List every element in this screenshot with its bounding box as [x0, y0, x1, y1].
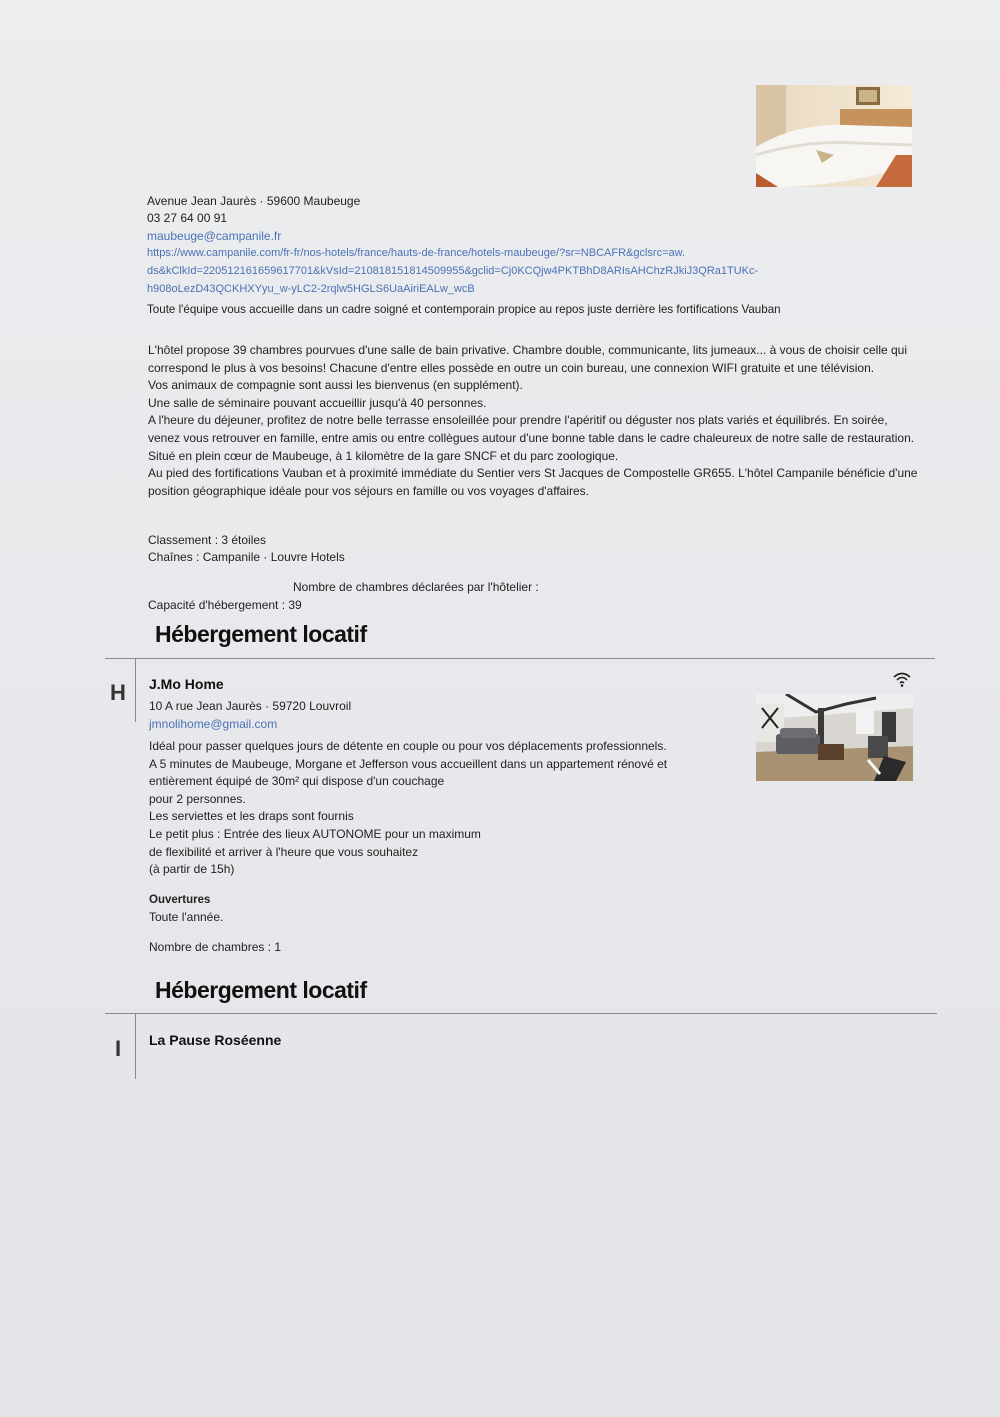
- listing-description: [149, 738, 749, 879]
- section-letter: H: [110, 680, 126, 705]
- description-line: pour 2 personnes.: [149, 791, 246, 806]
- description-paragraph: L'hôtel propose 39 chambres pourvues d'une salle de bain privative. Chambre double, communicante, lits jumeaux... à vous de choisir celle qui correspond le plus à vos besoins! Chacune d'entre elles possède en outre un coin bureau, une connexion WIFI gratuite et une télévision.: [148, 343, 908, 375]
- hotel-chaines: Chaînes : Campanile · Louvre Hotels: [148, 550, 345, 564]
- listing-name: J.Mo Home: [149, 676, 224, 692]
- hotel-classement: Classement : 3 étoiles: [148, 533, 267, 547]
- hotel-phone: 03 27 64 00 91: [147, 211, 228, 225]
- section-divider: [105, 658, 935, 659]
- hotel-description: [148, 342, 918, 500]
- description-line: entièrement équipé de 30m² qui dispose d'un couchage: [149, 774, 445, 789]
- section-side-rule: [135, 658, 136, 722]
- description-paragraph: Situé en plein cœur de Maubeuge, à 1 kilomètre de la gare SNCF et du parc zoologique.: [148, 448, 619, 463]
- listing-email-link[interactable]: jmnolihome@gmail.com: [149, 717, 278, 731]
- section-letter: I: [115, 1036, 122, 1061]
- description-line: (à partir de 15h): [149, 862, 235, 877]
- wifi-icon: [893, 671, 911, 687]
- description-paragraph: A l'heure du déjeuner, profitez de notre belle terrasse ensoleillée pour prendre l'apéritif ou déguster nos plats variés et équilibrés. En soirée, venez vous retrouver en famille, entre amis ou entre collègues autour d'une bonne table dans le cadre chaleureux de notre salle de restauration.: [148, 413, 915, 445]
- ouvertures-value: Toute l'année.: [149, 910, 224, 924]
- section-heading: Hébergement locatif: [155, 621, 367, 647]
- hotel-website-link-line-2[interactable]: ds&kClkId=220512161659617701&kVsId=210818151814509955&gclid=Cj0KCQjw4PKTBhD8ARIsAHChzRJkiJ3QRa1TUKc-: [147, 265, 759, 277]
- description-line: Le petit plus : Entrée des lieux AUTONOME pour un maximum: [149, 826, 481, 841]
- hotel-address: Avenue Jean Jaurès · 59600 Maubeuge: [147, 194, 361, 208]
- description-paragraph: Au pied des fortifications Vauban et à proximité immédiate du Sentier vers St Jacques de Compostelle GR655. L'hôtel Campanile bénéficie d'une position géographique idéale pour vos séjours en famille ou vos voyages d'affaires.: [148, 466, 918, 498]
- description-line: Idéal pour passer quelques jours de détente en couple ou pour vos déplacements professionnels.: [149, 739, 667, 753]
- ouvertures-label: Ouvertures: [149, 894, 211, 906]
- hotel-tagline: Toute l'équipe vous accueille dans un cadre soigné et contemporain propice au repos juste derrière les fortifications Vauban: [147, 303, 781, 316]
- listing-rooms: Nombre de chambres : 1: [149, 940, 282, 954]
- section-divider: [105, 1013, 937, 1014]
- hotel-room-photo: [756, 85, 912, 187]
- listing-name: La Pause Roséenne: [149, 1032, 282, 1048]
- hotel-website-link-line-3[interactable]: h908oLezD43QCKHXYyu_w-yLC2-2rqlw5HGLS6UaAiriEALw_wcB: [147, 283, 475, 295]
- description-line: Les serviettes et les draps sont fournis: [149, 809, 354, 824]
- description-line: de flexibilité et arriver à l'heure que vous souhaitez: [149, 844, 419, 859]
- description-paragraph: Vos animaux de compagnie sont aussi les bienvenus (en supplément).: [148, 378, 523, 393]
- description-paragraph: Une salle de séminaire pouvant accueillir jusqu'à 40 personnes.: [148, 395, 487, 410]
- hotel-chambres-declarees: Nombre de chambres déclarées par l'hôtelier :: [293, 580, 539, 594]
- listing-address: 10 A rue Jean Jaurès · 59720 Louvroil: [149, 699, 352, 713]
- section-heading: Hébergement locatif: [155, 977, 367, 1003]
- apartment-photo: [756, 694, 913, 781]
- section-side-rule: [135, 1013, 136, 1079]
- hotel-capacite: Capacité d'hébergement : 39: [148, 598, 302, 612]
- hotel-website-link-line-1[interactable]: https://www.campanile.com/fr-fr/nos-hotels/france/hauts-de-france/hotels-maubeuge/?sr=NBCAFR&gclsrc=aw.: [147, 247, 686, 259]
- description-line: A 5 minutes de Maubeuge, Morgane et Jefferson vous accueillent dans un appartement rénové et: [149, 756, 668, 771]
- hotel-email-link[interactable]: maubeuge@campanile.fr: [147, 229, 282, 243]
